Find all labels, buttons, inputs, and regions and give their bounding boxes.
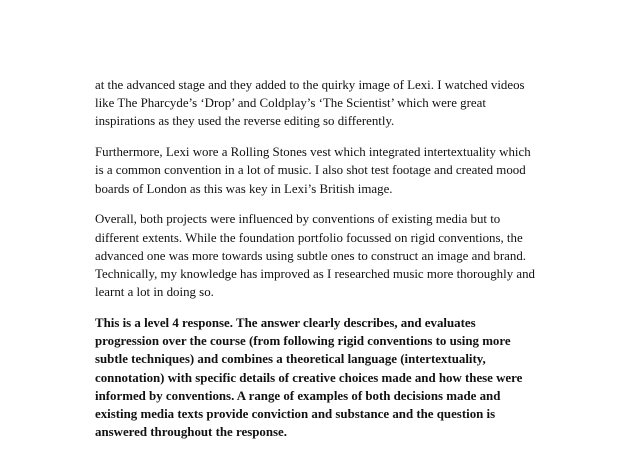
text-line: Furthermore, Lexi wore a Rolling Stones vest which integrated intertextuality which (95, 145, 531, 160)
text-line: progression over the course (from following rigid conventions to using more (95, 334, 511, 349)
paragraph-intertextuality (95, 143, 565, 198)
text-line: advanced one was more towards using subtle ones to construct an image and brand. (95, 248, 526, 263)
text-line: different extents. While the foundation portfolio focussed on rigid conventions, the (95, 230, 523, 245)
document-body (95, 76, 565, 454)
text-line: like The Pharcyde’s ‘Drop’ and Coldplay’s ‘The Scientist’ which were great (95, 96, 486, 111)
paragraph-music-video-influences (95, 76, 565, 131)
text-line: inspirations as they used the reverse editing so differently. (95, 114, 395, 129)
text-line: is a common convention in a lot of music. I also shot test footage and created mood (95, 163, 526, 178)
text-line: connotation) with specific details of creative choices made and how these were (95, 370, 523, 385)
text-line: subtle techniques) and combines a theoretical language (intertextuality, (95, 352, 486, 367)
examiner-commentary (95, 314, 565, 441)
text-line: at the advanced stage and they added to the quirky image of Lexi. I watched videos (95, 78, 525, 92)
text-line: This is a level 4 response. The answer clearly describes, and evaluates (95, 316, 476, 331)
text-line: answered throughout the response. (95, 425, 287, 440)
text-line: learnt a lot in doing so. (95, 285, 214, 300)
text-line: informed by conventions. A range of examples of both decisions made and (95, 388, 501, 403)
text-line: existing media texts provide conviction and substance and the question is (95, 407, 496, 422)
paragraph-overall-conclusion (95, 210, 565, 301)
text-line: boards of London as this was key in Lexi’s British image. (95, 181, 393, 196)
text-line: Technically, my knowledge has improved as I researched music more thoroughly and (95, 267, 535, 282)
text-line: Overall, both projects were influenced by conventions of existing media but to (95, 212, 501, 227)
